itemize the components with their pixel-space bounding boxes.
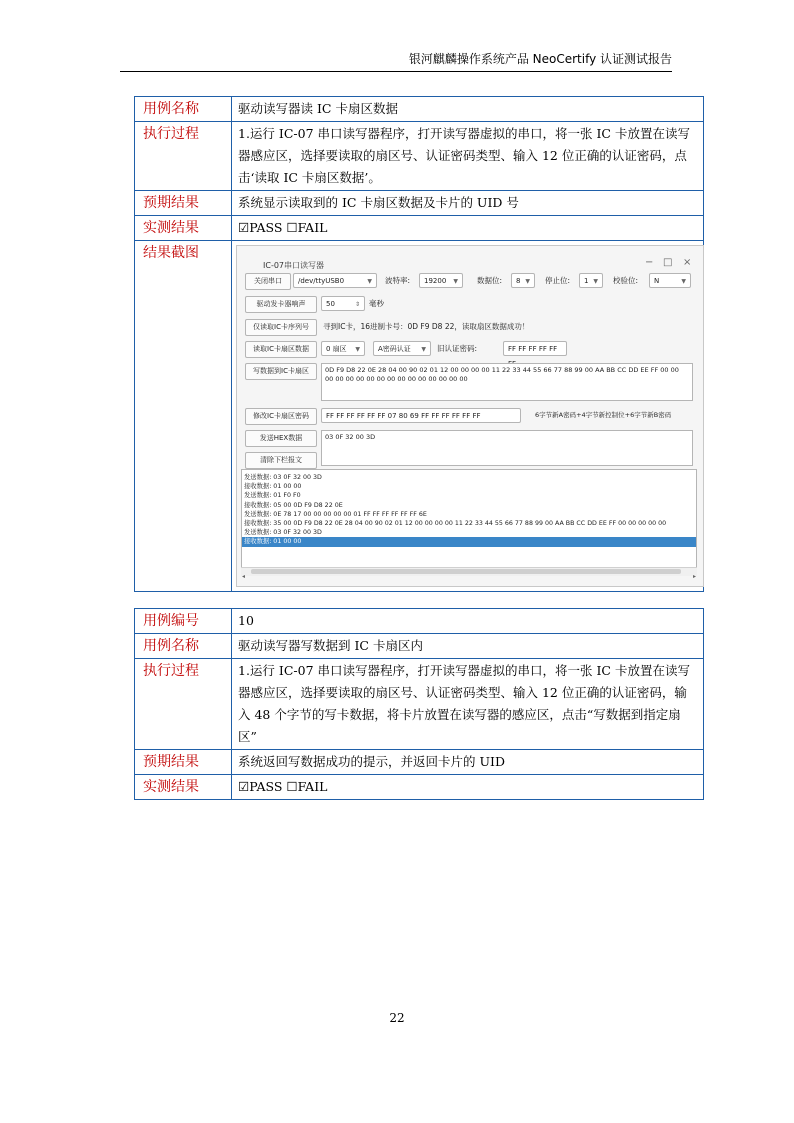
- row-value: 1.运行 IC-07 串口读写器程序，打开读写器虚拟的串口，将一张 IC 卡放置在读写器感应区，选择要读取的扇区号、认证密码类型、输入 12 位正确的认证密码，输入 48 个字节的写卡数据，将卡片放置在读写器的感应区，点击“写数据到指定扇区”: [232, 659, 704, 750]
- horizontal-scrollbar[interactable]: [241, 567, 697, 580]
- baud-select[interactable]: 19200 ▼: [419, 273, 463, 288]
- read-sector-button[interactable]: 读取IC卡扇区数据: [245, 341, 317, 358]
- row-label: 用例编号: [135, 609, 232, 634]
- window-title: IC-07串口读写器: [263, 261, 325, 270]
- send-hex-button[interactable]: 发送HEX数据: [245, 430, 317, 447]
- key-type-select[interactable]: A密码认证 ▼: [373, 341, 431, 356]
- chevron-down-icon: ▼: [367, 278, 372, 285]
- stopbits-label: 停止位:: [545, 276, 571, 285]
- row-value: 驱动读写器读 IC 卡扇区数据: [232, 97, 704, 122]
- write-sector-button[interactable]: 写数据到IC卡扇区: [245, 363, 317, 380]
- spin-arrows-icon: ⇕: [354, 301, 360, 308]
- header-rule: [120, 71, 672, 72]
- result-checkbox: ☑PASS ☐FAIL: [232, 775, 704, 800]
- parity-label: 校验位:: [613, 276, 639, 285]
- row-value: 1.运行 IC-07 串口读写器程序，打开读写器虚拟的串口，将一张 IC 卡放置在读写器感应区，选择要读取的扇区号、认证密码类型、输入 12 位正确的认证密码，点击‘读取 IC 卡扇区数据’。: [232, 122, 704, 191]
- chevron-down-icon: ▼: [421, 346, 426, 353]
- table-row: [135, 122, 704, 191]
- stopbits-select[interactable]: 1 ▼: [579, 273, 603, 288]
- beep-duration-spinbox[interactable]: 50 ⇕: [321, 296, 365, 311]
- page-number: 22: [389, 1011, 405, 1025]
- list-item[interactable]: 发送数据: 03 0F 32 00 3D: [244, 474, 322, 481]
- parity-select[interactable]: N ▼: [649, 273, 691, 288]
- list-item[interactable]: 接收数据: 05 00 0D F9 D8 22 0E: [244, 501, 343, 509]
- beep-button[interactable]: 驱动发卡器响声: [245, 296, 317, 313]
- sector-select[interactable]: 0 扇区 ▼: [321, 341, 365, 356]
- row-label: 用例名称: [135, 97, 232, 122]
- chevron-down-icon: ▼: [593, 278, 598, 285]
- table-row: [135, 191, 704, 216]
- chevron-down-icon: ▼: [681, 278, 686, 285]
- test-case-table-2: [134, 608, 704, 800]
- old-key-input[interactable]: FF FF FF FF FF: [503, 341, 567, 356]
- read-serial-button[interactable]: 仅读取IC卡序列号: [245, 319, 317, 336]
- row-value: 系统返回写数据成功的提示，并返回卡片的 UID: [232, 750, 704, 775]
- list-item[interactable]: 发送数据: 01 F0 F0: [244, 492, 301, 500]
- row-label: 用例名称: [135, 634, 232, 659]
- new-key-hint: 6字节新A密码+4字节新控制位+6字节新B密码: [535, 411, 672, 419]
- row-label: 预期结果: [135, 750, 232, 775]
- screenshot-cell: [232, 241, 704, 592]
- chevron-down-icon: ▼: [355, 346, 360, 353]
- message-log[interactable]: [241, 469, 697, 575]
- minimize-icon[interactable]: −: [645, 257, 654, 268]
- close-icon[interactable]: ×: [683, 257, 692, 268]
- table-row: [135, 97, 704, 122]
- row-value: 系统显示读取到的 IC 卡扇区数据及卡片的 UID 号: [232, 191, 704, 216]
- list-item[interactable]: 发送数据: 0E 78 17 00 00 00 00 00 01 FF FF FF FF FF FF 6E: [244, 510, 427, 518]
- change-key-button[interactable]: 修改IC卡扇区密码: [245, 408, 317, 425]
- port-select[interactable]: /dev/ttyUSB0 ▼: [293, 273, 377, 288]
- baud-label: 波特率:: [385, 276, 411, 285]
- row-value: 驱动读写器写数据到 IC 卡扇区内: [232, 634, 704, 659]
- table-row: [135, 750, 704, 775]
- clear-log-button[interactable]: 清除下栏报文: [245, 452, 317, 469]
- table-row: [135, 241, 704, 592]
- list-item[interactable]: 接收数据: 01 00 00: [244, 483, 302, 491]
- row-label: 实测结果: [135, 216, 232, 241]
- row-label: 执行过程: [135, 659, 232, 750]
- table-row: [135, 609, 704, 634]
- chevron-down-icon: ▼: [453, 278, 458, 285]
- scrollbar-thumb[interactable]: [251, 569, 681, 574]
- status-text: 寻到IC卡，16进制卡号：0D F9 D8 22，读取扇区数据成功！: [323, 322, 530, 331]
- list-item[interactable]: 发送数据: 03 0F 32 00 3D: [244, 529, 322, 537]
- table-row: [135, 775, 704, 800]
- list-item[interactable]: 接收数据: 35 00 0D F9 D8 22 0E 28 04 00 90 02 01 12 00 00 00 00 11 22 33 44 55 66 77 88 99 00 AA BB CC DD EE FF 00 00 00 00 00: [244, 520, 667, 528]
- close-port-button[interactable]: 关闭串口: [245, 273, 291, 290]
- test-case-table-1: [134, 96, 704, 592]
- old-key-label: 旧认证密码:: [437, 344, 478, 353]
- scroll-right-icon[interactable]: ▸: [692, 573, 696, 580]
- table-row: [135, 659, 704, 750]
- databits-label: 数据位:: [477, 276, 503, 285]
- result-checkbox: ☑PASS ☐FAIL: [232, 216, 704, 241]
- chevron-down-icon: ▼: [525, 278, 530, 285]
- databits-select[interactable]: 8 ▼: [511, 273, 535, 288]
- maximize-icon[interactable]: □: [663, 257, 673, 268]
- row-value: 10: [232, 609, 704, 634]
- list-item-selected[interactable]: 接收数据: 01 00 00: [242, 537, 696, 546]
- beep-unit: 毫秒: [369, 299, 384, 308]
- scroll-left-icon[interactable]: ◂: [242, 573, 246, 580]
- row-label: 结果截图: [135, 241, 232, 592]
- app-screenshot: [236, 245, 704, 587]
- row-label: 预期结果: [135, 191, 232, 216]
- table-row: [135, 216, 704, 241]
- hex-data-textarea[interactable]: 03 0F 32 00 3D: [321, 430, 693, 466]
- row-label: 实测结果: [135, 775, 232, 800]
- sector-data-textarea[interactable]: 0D F9 D8 22 0E 28 04 00 90 02 01 12 00 00 00 00 11 22 33 44 55 66 77 88 99 00 AA BB CC DD EE FF 00 00 00 00 00 00 00 00 00 00 00 00 00 00 00 00: [321, 363, 693, 401]
- table-row: [135, 634, 704, 659]
- row-label: 执行过程: [135, 122, 232, 191]
- page-header: 银河麒麟操作系统产品 NeoCertify 认证测试报告: [408, 52, 672, 66]
- new-key-input[interactable]: FF FF FF FF FF FF 07 80 69 FF FF FF FF FF FF: [321, 408, 521, 423]
